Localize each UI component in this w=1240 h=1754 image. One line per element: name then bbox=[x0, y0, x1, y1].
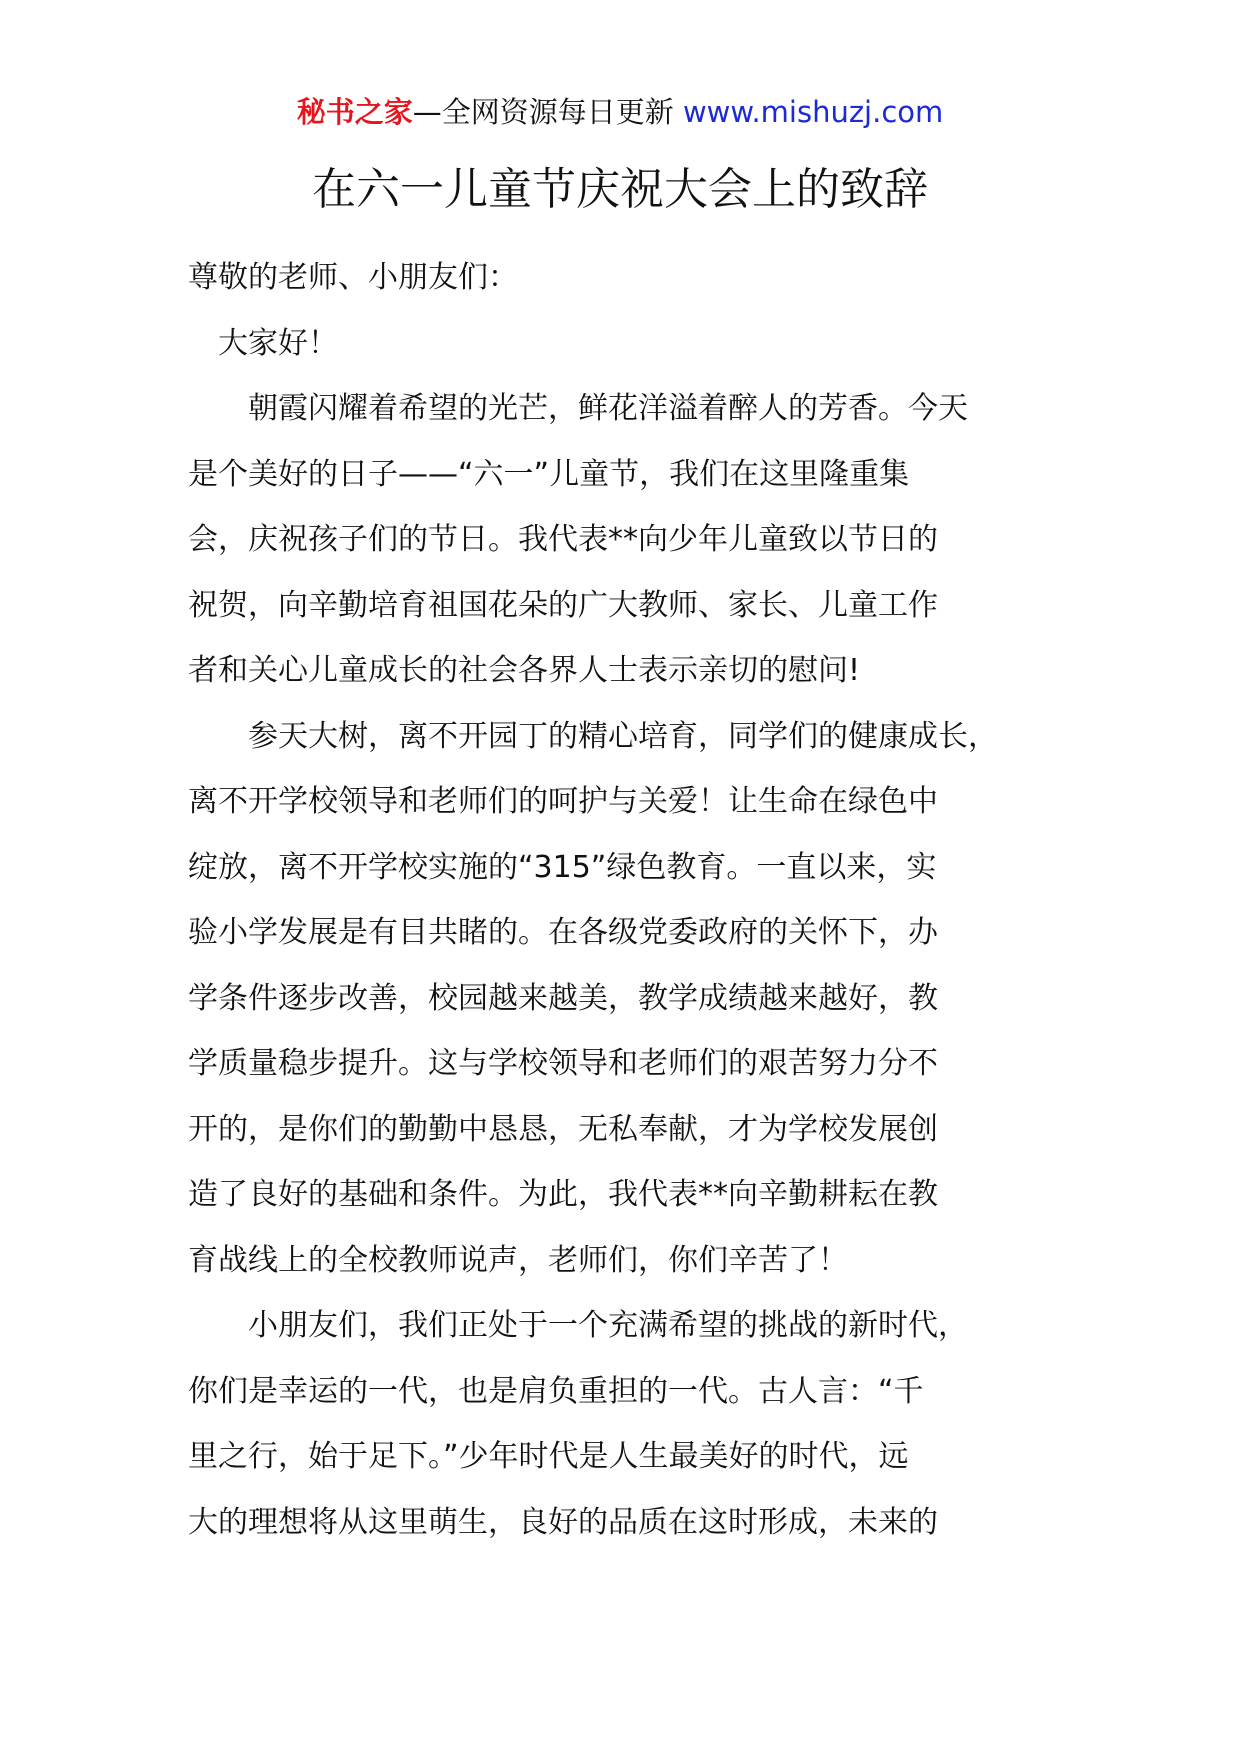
body-line: 大的理想将从这里萌生，良好的品质在这时形成，未来的 bbox=[188, 1504, 938, 1540]
body-line: 会，庆祝孩子们的节日。我代表**向少年儿童致以节日的 bbox=[188, 522, 938, 557]
greeting-line: 大家好！ bbox=[188, 325, 338, 361]
body-line: 验小学发展是有目共睹的。在各级党委政府的关怀下，办 bbox=[188, 915, 938, 950]
document-title: 在六一儿童节庆祝大会上的致辞 bbox=[312, 164, 928, 215]
body-line: 学条件逐步改善，校园越来越美，教学成绩越来越好，教 bbox=[188, 980, 938, 1016]
body-line: 学质量稳步提升。这与学校领导和老师们的艰苦努力分不 bbox=[188, 1046, 938, 1081]
salutation-line: 尊敬的老师、小朋友们： bbox=[188, 260, 518, 295]
body-line: 是个美好的日子——“六一”儿童节，我们在这里隆重集 bbox=[188, 456, 910, 492]
body-line: 开的，是你们的勤勤中恳恳，无私奉献，才为学校发展创 bbox=[188, 1111, 938, 1147]
body-line: 绽放，离不开学校实施的“315”绿色教育。一直以来，实 bbox=[188, 849, 937, 885]
body-line: 造了良好的基础和条件。为此，我代表**向辛勤耕耘在教 bbox=[188, 1177, 938, 1212]
brand-name: 秘书之家 bbox=[296, 95, 413, 129]
site-url[interactable]: www.mishuzj.com bbox=[682, 95, 944, 129]
body-line: 你们是幸运的一代，也是肩负重担的一代。古人言：“千 bbox=[188, 1373, 924, 1409]
document-body bbox=[188, 258, 1068, 1568]
body-line: 里之行，始于足下。”少年时代是人生最美好的时代，远 bbox=[188, 1439, 909, 1474]
body-line: 祝贺，向辛勤培育祖国花朵的广大教师、家长、儿童工作 bbox=[188, 587, 938, 623]
body-line: 离不开学校领导和老师们的呵护与关爱！让生命在绿色中 bbox=[188, 784, 938, 819]
body-line: 育战线上的全校教师说声，老师们，你们辛苦了！ bbox=[188, 1242, 848, 1278]
body-line: 者和关心儿童成长的社会各界人士表示亲切的慰问! bbox=[188, 653, 861, 688]
site-header bbox=[0, 92, 1240, 132]
site-tagline: —全网资源每日更新 bbox=[412, 95, 674, 129]
body-line: 朝霞闪耀着希望的光芒，鲜花洋溢着醉人的芳香。今天 bbox=[188, 391, 968, 426]
body-line: 小朋友们，我们正处于一个充满希望的挑战的新时代， bbox=[188, 1308, 968, 1343]
body-line: 参天大树，离不开园丁的精心培育，同学们的健康成长， bbox=[188, 718, 998, 754]
